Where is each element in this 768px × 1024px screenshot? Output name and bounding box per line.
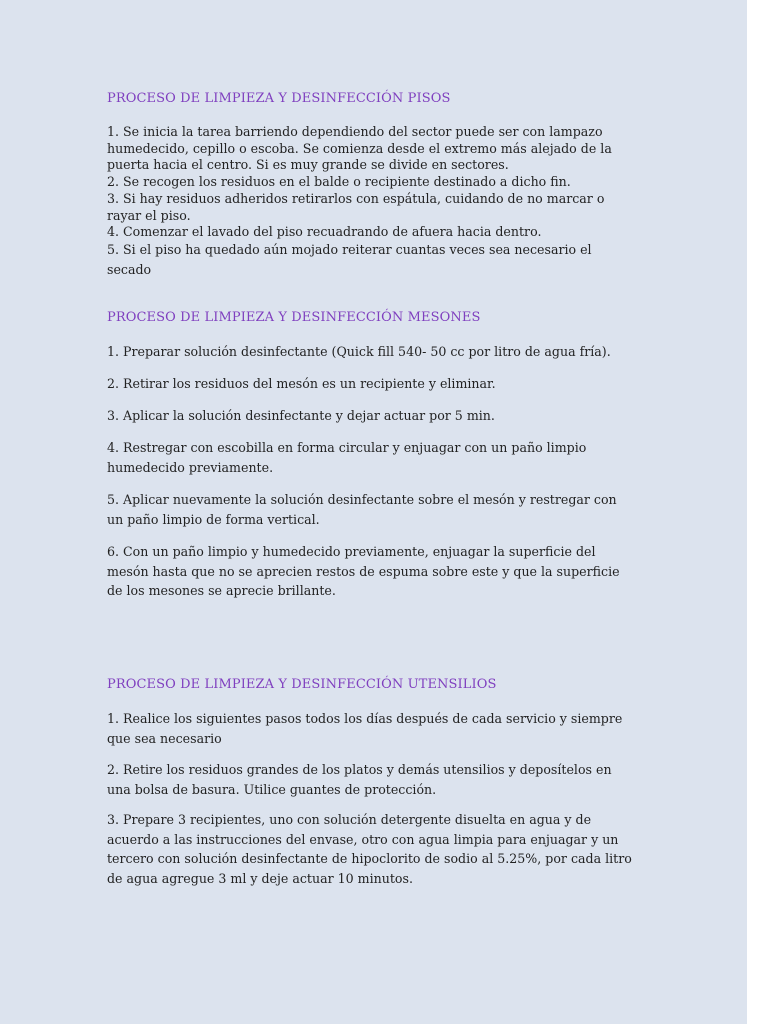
mesones-step-6: 6. Con un paño limpio y humedecido previamente, enjuagar la superficie del mesón hasta que no se aprecien restos de espuma sobre este y que la superficie de los mesones se aprecie brillante. [107, 544, 620, 598]
mesones-step-5: 5. Aplicar nuevamente la solución desinfectante sobre el mesón y restregar con un paño limpio de forma vertical. [107, 492, 617, 527]
mesones-step-1: 1. Preparar solución desinfectante (Quick fill 540- 50 cc por litro de agua fría). [107, 344, 611, 359]
section-title-utensilios: PROCESO DE LIMPIEZA Y DESINFECCIÓN UTENSILIOS [107, 677, 497, 692]
mesones-step-4: 4. Restregar con escobilla en forma circular y enjuagar con un paño limpio humedecido previamente. [107, 440, 587, 475]
pisos-steps-1-4: 1. Se inicia la tarea barriendo dependiendo del sector puede ser con lampazo humedecido, cepillo o escoba. Se comienza desde el extremo más alejado de la puerta hacia el centro. Si es muy grande se divide en sectores. 2. Se recogen los residuos en el balde o recipiente destinado a dicho fin. 3. Si hay residuos adheridos retirarlos con espátula, cuidando de no marcar o rayar el piso. 4. Comenzar el lavado del piso recuadrando de afuera hacia dentro. [107, 124, 612, 240]
pisos-step-5: 5. Si el piso ha quedado aún mojado reiterar cuantas veces sea necesario el secado [107, 242, 592, 277]
mesones-step-2: 2. Retirar los residuos del mesón es un recipiente y eliminar. [107, 376, 496, 391]
utensilios-step-3: 3. Prepare 3 recipientes, uno con solución detergente disuelta en agua y de acuerdo a las instrucciones del envase, otro con agua limpia para enjuagar y un tercero con solución desinfectante de hipoclorito de sodio al 5.25%, por cada litro de agua agregue 3 ml y deje actuar 10 minutos. [107, 812, 632, 886]
utensilios-step-2: 2. Retire los residuos grandes de los platos y demás utensilios y deposítelos en una bolsa de basura. Utilice guantes de protección. [107, 762, 612, 797]
section-title-pisos: PROCESO DE LIMPIEZA Y DESINFECCIÓN PISOS [107, 91, 451, 106]
mesones-step-3: 3. Aplicar la solución desinfectante y dejar actuar por 5 min. [107, 408, 495, 423]
utensilios-step-1: 1. Realice los siguientes pasos todos los días después de cada servicio y siempre que sea necesario [107, 711, 623, 746]
section-title-mesones: PROCESO DE LIMPIEZA Y DESINFECCIÓN MESONES [107, 310, 481, 325]
